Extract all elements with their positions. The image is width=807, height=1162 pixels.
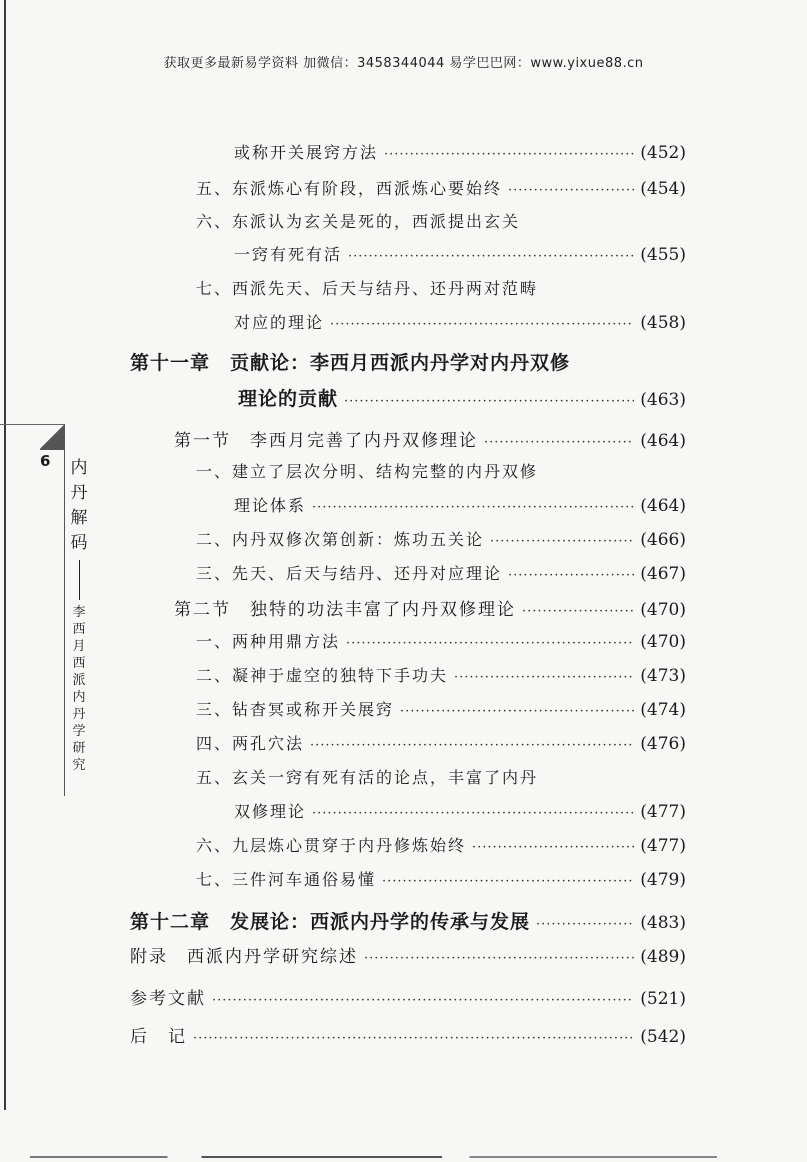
- page-number: 6: [40, 452, 51, 470]
- toc-entry[interactable]: [234, 140, 686, 163]
- afterword-title: 后 记: [130, 1027, 187, 1047]
- leader-dots: [490, 534, 634, 549]
- leader-dots: [364, 951, 634, 966]
- section-title: 第二节 独特的功法丰富了内丹双修理论: [174, 600, 516, 620]
- leader-dots: [310, 738, 634, 753]
- references-title: 参考文献: [130, 989, 206, 1009]
- toc-chapter-entry[interactable]: [238, 384, 686, 411]
- leader-dots: [348, 249, 634, 264]
- toc-references-entry[interactable]: [130, 984, 686, 1009]
- side-book-subtitle: 李西月西派内丹学研究: [72, 605, 86, 773]
- toc-entry[interactable]: [196, 663, 686, 686]
- toc-section-entry[interactable]: [174, 595, 686, 620]
- toc-entry[interactable]: [196, 176, 686, 199]
- toc-entry[interactable]: [196, 833, 686, 856]
- toc-entry[interactable]: [196, 527, 686, 550]
- toc-entry[interactable]: [234, 310, 686, 333]
- page-edge: [4, 0, 6, 1110]
- section-title: 第一节 李西月完善了内丹双修理论: [174, 431, 478, 451]
- toc-page-number: (467): [640, 564, 686, 584]
- toc-entry-title: 理论体系: [234, 496, 307, 515]
- toc-entry[interactable]: [234, 242, 686, 265]
- toc-entry-title: 一窍有死有活: [234, 245, 343, 264]
- toc-entry-title: 四、两孔穴法: [196, 734, 305, 753]
- header-note: 获取更多最新易学资料 加微信：3458344044 易学巴巴网：www.yixue88.cn: [163, 56, 644, 71]
- leader-dots: [508, 568, 634, 583]
- chapter-title: 理论的贡献: [238, 388, 339, 410]
- bottom-rule: [30, 1156, 717, 1158]
- leader-dots: [346, 636, 634, 651]
- leader-dots: [522, 604, 634, 619]
- toc-page-number: (542): [640, 1027, 686, 1047]
- toc-appendix-entry[interactable]: [130, 942, 686, 967]
- leader-dots: [472, 840, 634, 855]
- side-tab-corner: [40, 424, 64, 450]
- toc-entry-title[interactable]: 一、建立了层次分明、结构完整的内丹双修: [196, 462, 539, 481]
- toc-entry[interactable]: [234, 799, 686, 822]
- toc-chapter-entry[interactable]: [130, 907, 686, 934]
- side-book-title: [68, 456, 90, 604]
- toc-page-number: (455): [640, 245, 686, 265]
- toc-page-number: (466): [640, 530, 686, 550]
- toc-entry[interactable]: [196, 867, 686, 890]
- leader-dots: [382, 874, 634, 889]
- leader-dots: [330, 317, 634, 332]
- toc-entry-title: 七、三件河车通俗易懂: [196, 870, 377, 889]
- toc-page-number: (452): [640, 143, 686, 163]
- toc-page-number: (477): [640, 802, 686, 822]
- leader-dots: [484, 435, 634, 450]
- toc-entry-title: 对应的理论: [234, 313, 325, 332]
- leader-dots: [344, 394, 634, 409]
- toc-entry-title[interactable]: 六、东派认为玄关是死的，西派提出玄关: [196, 212, 521, 231]
- appendix-title: 附录 西派内丹学研究综述: [130, 947, 358, 967]
- toc-entry-title[interactable]: 五、玄关一窍有死有活的论点，丰富了内丹: [196, 768, 539, 787]
- toc-entry[interactable]: [196, 731, 686, 754]
- toc-page-number: (521): [640, 989, 686, 1009]
- toc-entry-title: 双修理论: [234, 802, 307, 821]
- toc-entry[interactable]: [196, 629, 686, 652]
- book-title-text: 内丹解码: [70, 458, 88, 553]
- toc-page-number: (463): [640, 390, 686, 410]
- toc-entry-title: 三、钻杳冥或称开关展窍: [196, 700, 395, 719]
- leader-dots: [312, 500, 634, 515]
- toc-page-number: (489): [640, 947, 686, 967]
- toc-page-number: (474): [640, 700, 686, 720]
- toc-entry-title: 或称开关展窍方法: [234, 143, 379, 162]
- leader-dots: [312, 806, 634, 821]
- toc-page-number: (464): [640, 431, 686, 451]
- toc-entry[interactable]: [234, 493, 686, 516]
- toc-entry[interactable]: [196, 697, 686, 720]
- toc-page-number: (483): [640, 913, 686, 933]
- toc-page-number: (476): [640, 734, 686, 754]
- toc-page-number: (477): [640, 836, 686, 856]
- chapter-title: 第十二章 发展论：西派内丹学的传承与发展: [130, 911, 531, 933]
- chapter-title[interactable]: 第十一章 贡献论：李西月西派内丹学对内丹双修: [130, 352, 571, 374]
- toc-page-number: (470): [640, 600, 686, 620]
- leader-dots: [193, 1031, 634, 1046]
- toc-entry-title[interactable]: 七、西派先天、后天与结丹、还丹两对范畴: [196, 279, 539, 298]
- toc-entry-title: 二、内丹双修次第创新：炼功五关论: [196, 530, 485, 549]
- toc-page-number: (454): [640, 179, 686, 199]
- leader-dots: [212, 993, 634, 1008]
- title-dash: [79, 560, 80, 600]
- toc-page-number: (479): [640, 870, 686, 890]
- toc-page-number: (473): [640, 666, 686, 686]
- toc-entry-title: 三、先天、后天与结丹、还丹对应理论: [196, 564, 503, 583]
- leader-dots: [454, 670, 634, 685]
- toc-page-number: (458): [640, 313, 686, 333]
- toc-entry-title: 五、东派炼心有阶段，西派炼心要始终: [196, 179, 503, 198]
- toc-entry[interactable]: [196, 561, 686, 584]
- toc-page-number: (464): [640, 496, 686, 516]
- leader-dots: [400, 704, 634, 719]
- toc-page-number: (470): [640, 632, 686, 652]
- toc-afterword-entry[interactable]: [130, 1022, 686, 1047]
- toc-entry-title: 六、九层炼心贯穿于内丹修炼始终: [196, 836, 467, 855]
- leader-dots: [536, 917, 634, 932]
- leader-dots: [508, 183, 634, 198]
- toc-entry-title: 一、两种用鼎方法: [196, 632, 341, 651]
- toc-section-entry[interactable]: [174, 426, 686, 451]
- toc-entry-title: 二、凝神于虚空的独特下手功夫: [196, 666, 449, 685]
- side-vertical-rule: [64, 424, 65, 796]
- leader-dots: [384, 147, 634, 162]
